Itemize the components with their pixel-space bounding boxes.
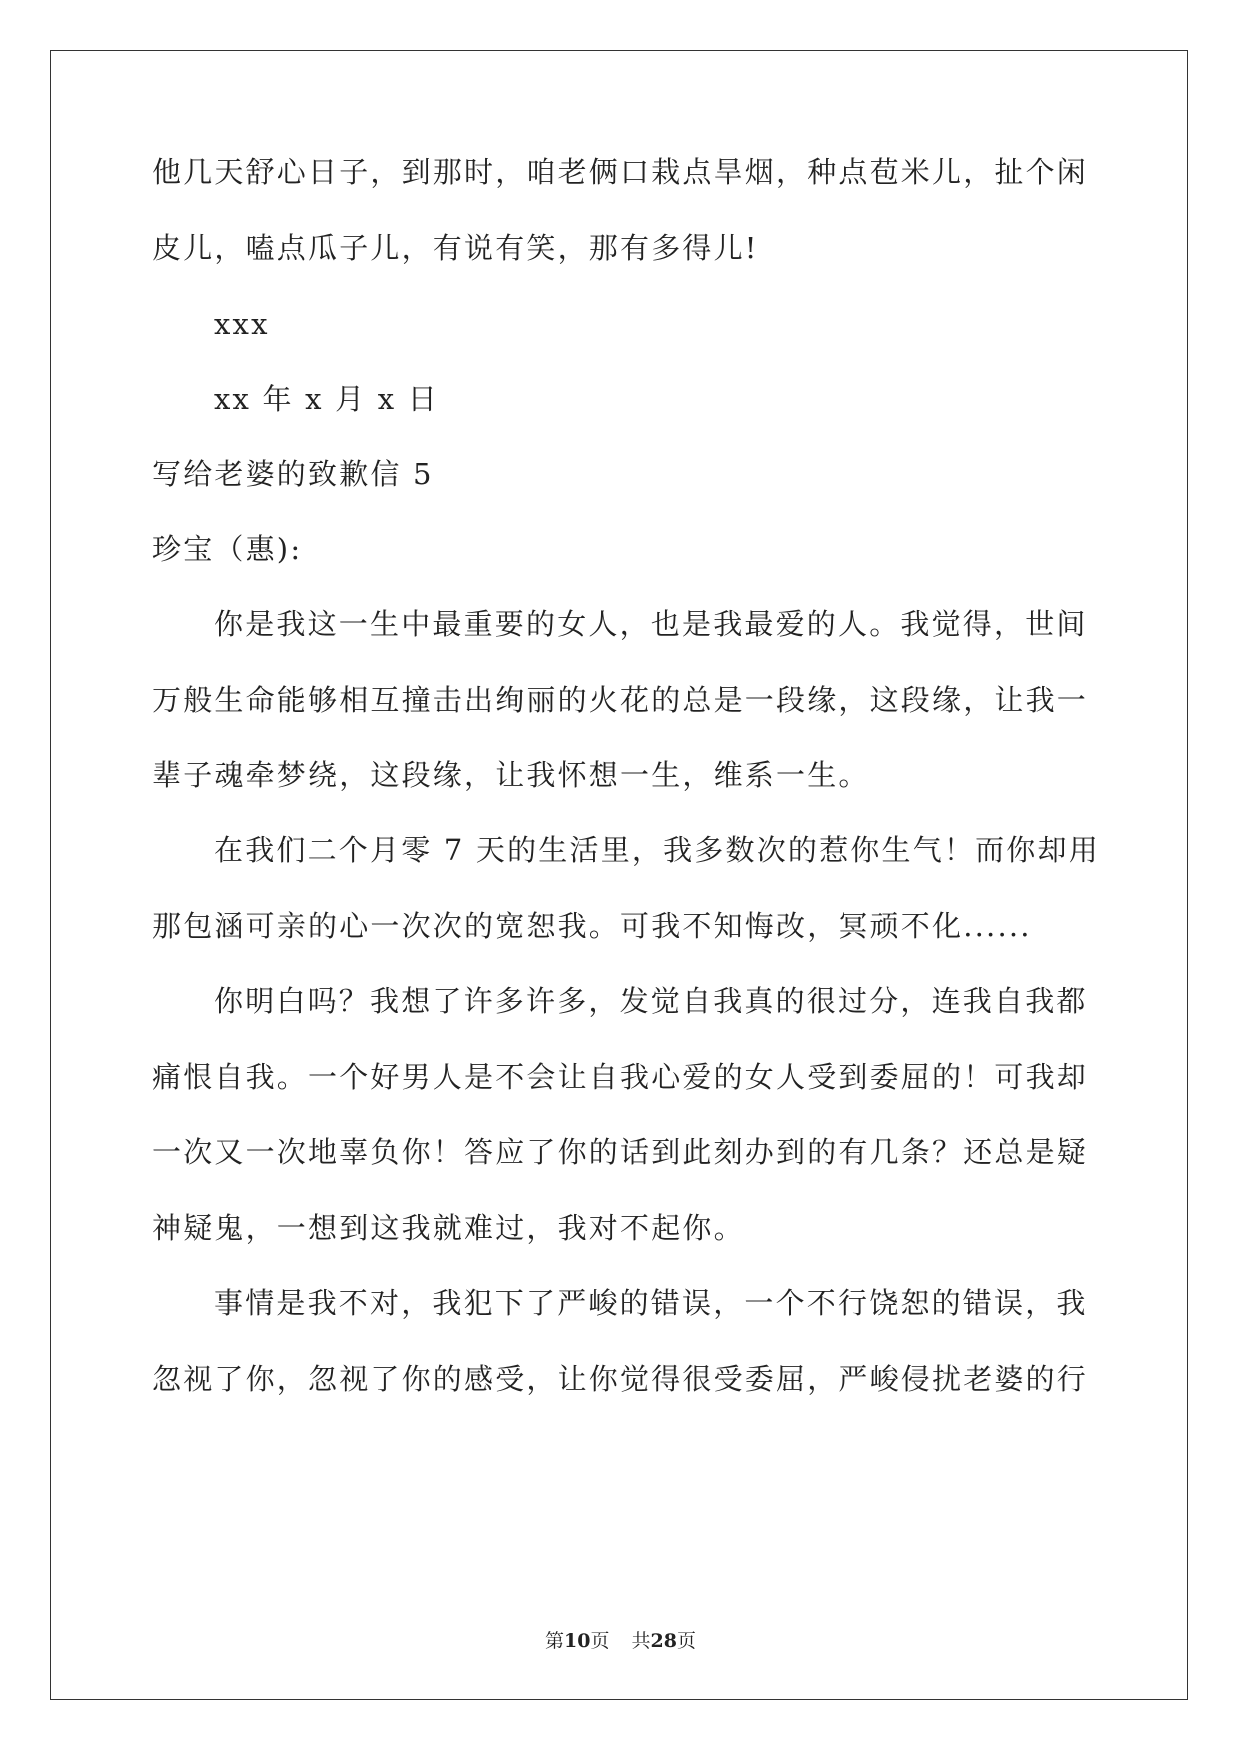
date-line: xx 年 x 月 x 日 xyxy=(214,382,439,416)
signature: xxx xyxy=(214,307,270,341)
text-line: 你明白吗？我想了许多许多，发觉自我真的很过分，连我自我都 xyxy=(214,984,1088,1018)
page-unit: 页 xyxy=(590,1630,610,1652)
text-line: 皮儿，嗑点瓜子儿，有说有笑，那有多得儿! xyxy=(152,231,759,265)
text-line: 一次又一次地辜负你！答应了你的话到此刻办到的有几条？还总是疑 xyxy=(152,1135,1089,1169)
text-line: 在我们二个月零 7 天的生活里，我多数次的惹你生气！而你却用 xyxy=(214,833,1100,867)
page-footer xyxy=(0,1628,1241,1654)
text-line: 你是我这一生中最重要的女人，也是我最爱的人。我觉得，世间 xyxy=(214,607,1088,641)
section-title: 写给老婆的致歉信 5 xyxy=(152,457,434,491)
text-line: 神疑鬼，一想到这我就难过，我对不起你。 xyxy=(152,1211,745,1245)
text-line: 痛恨自我。一个好男人是不会让自我心爱的女人受到委屈的！可我却 xyxy=(152,1060,1089,1094)
page-total: 28 xyxy=(650,1630,677,1652)
text-line: 忽视了你，忽视了你的感受，让你觉得很受委屈，严峻侵扰老婆的行 xyxy=(152,1362,1089,1396)
text-line: 他几天舒心日子，到那时，咱老俩口栽点旱烟，种点苞米儿，扯个闲 xyxy=(152,155,1089,189)
text-line: 事情是我不对，我犯下了严峻的错误，一个不行饶恕的错误，我 xyxy=(214,1286,1088,1320)
salutation: 珍宝（惠): xyxy=(152,532,303,566)
page-border xyxy=(50,50,1188,1700)
text-line: 那包涵可亲的心一次次的宽恕我。可我不知悔改，冥顽不化...... xyxy=(152,909,1032,943)
total-unit: 页 xyxy=(676,1630,696,1652)
total-prefix: 共 xyxy=(631,1630,651,1652)
page-prefix: 第 xyxy=(545,1630,565,1652)
text-line: 辈子魂牵梦绕，这段缘，让我怀想一生，维系一生。 xyxy=(152,758,870,792)
page-current: 10 xyxy=(564,1630,591,1652)
text-line: 万般生命能够相互撞击出绚丽的火花的总是一段缘，这段缘，让我一 xyxy=(152,683,1089,717)
